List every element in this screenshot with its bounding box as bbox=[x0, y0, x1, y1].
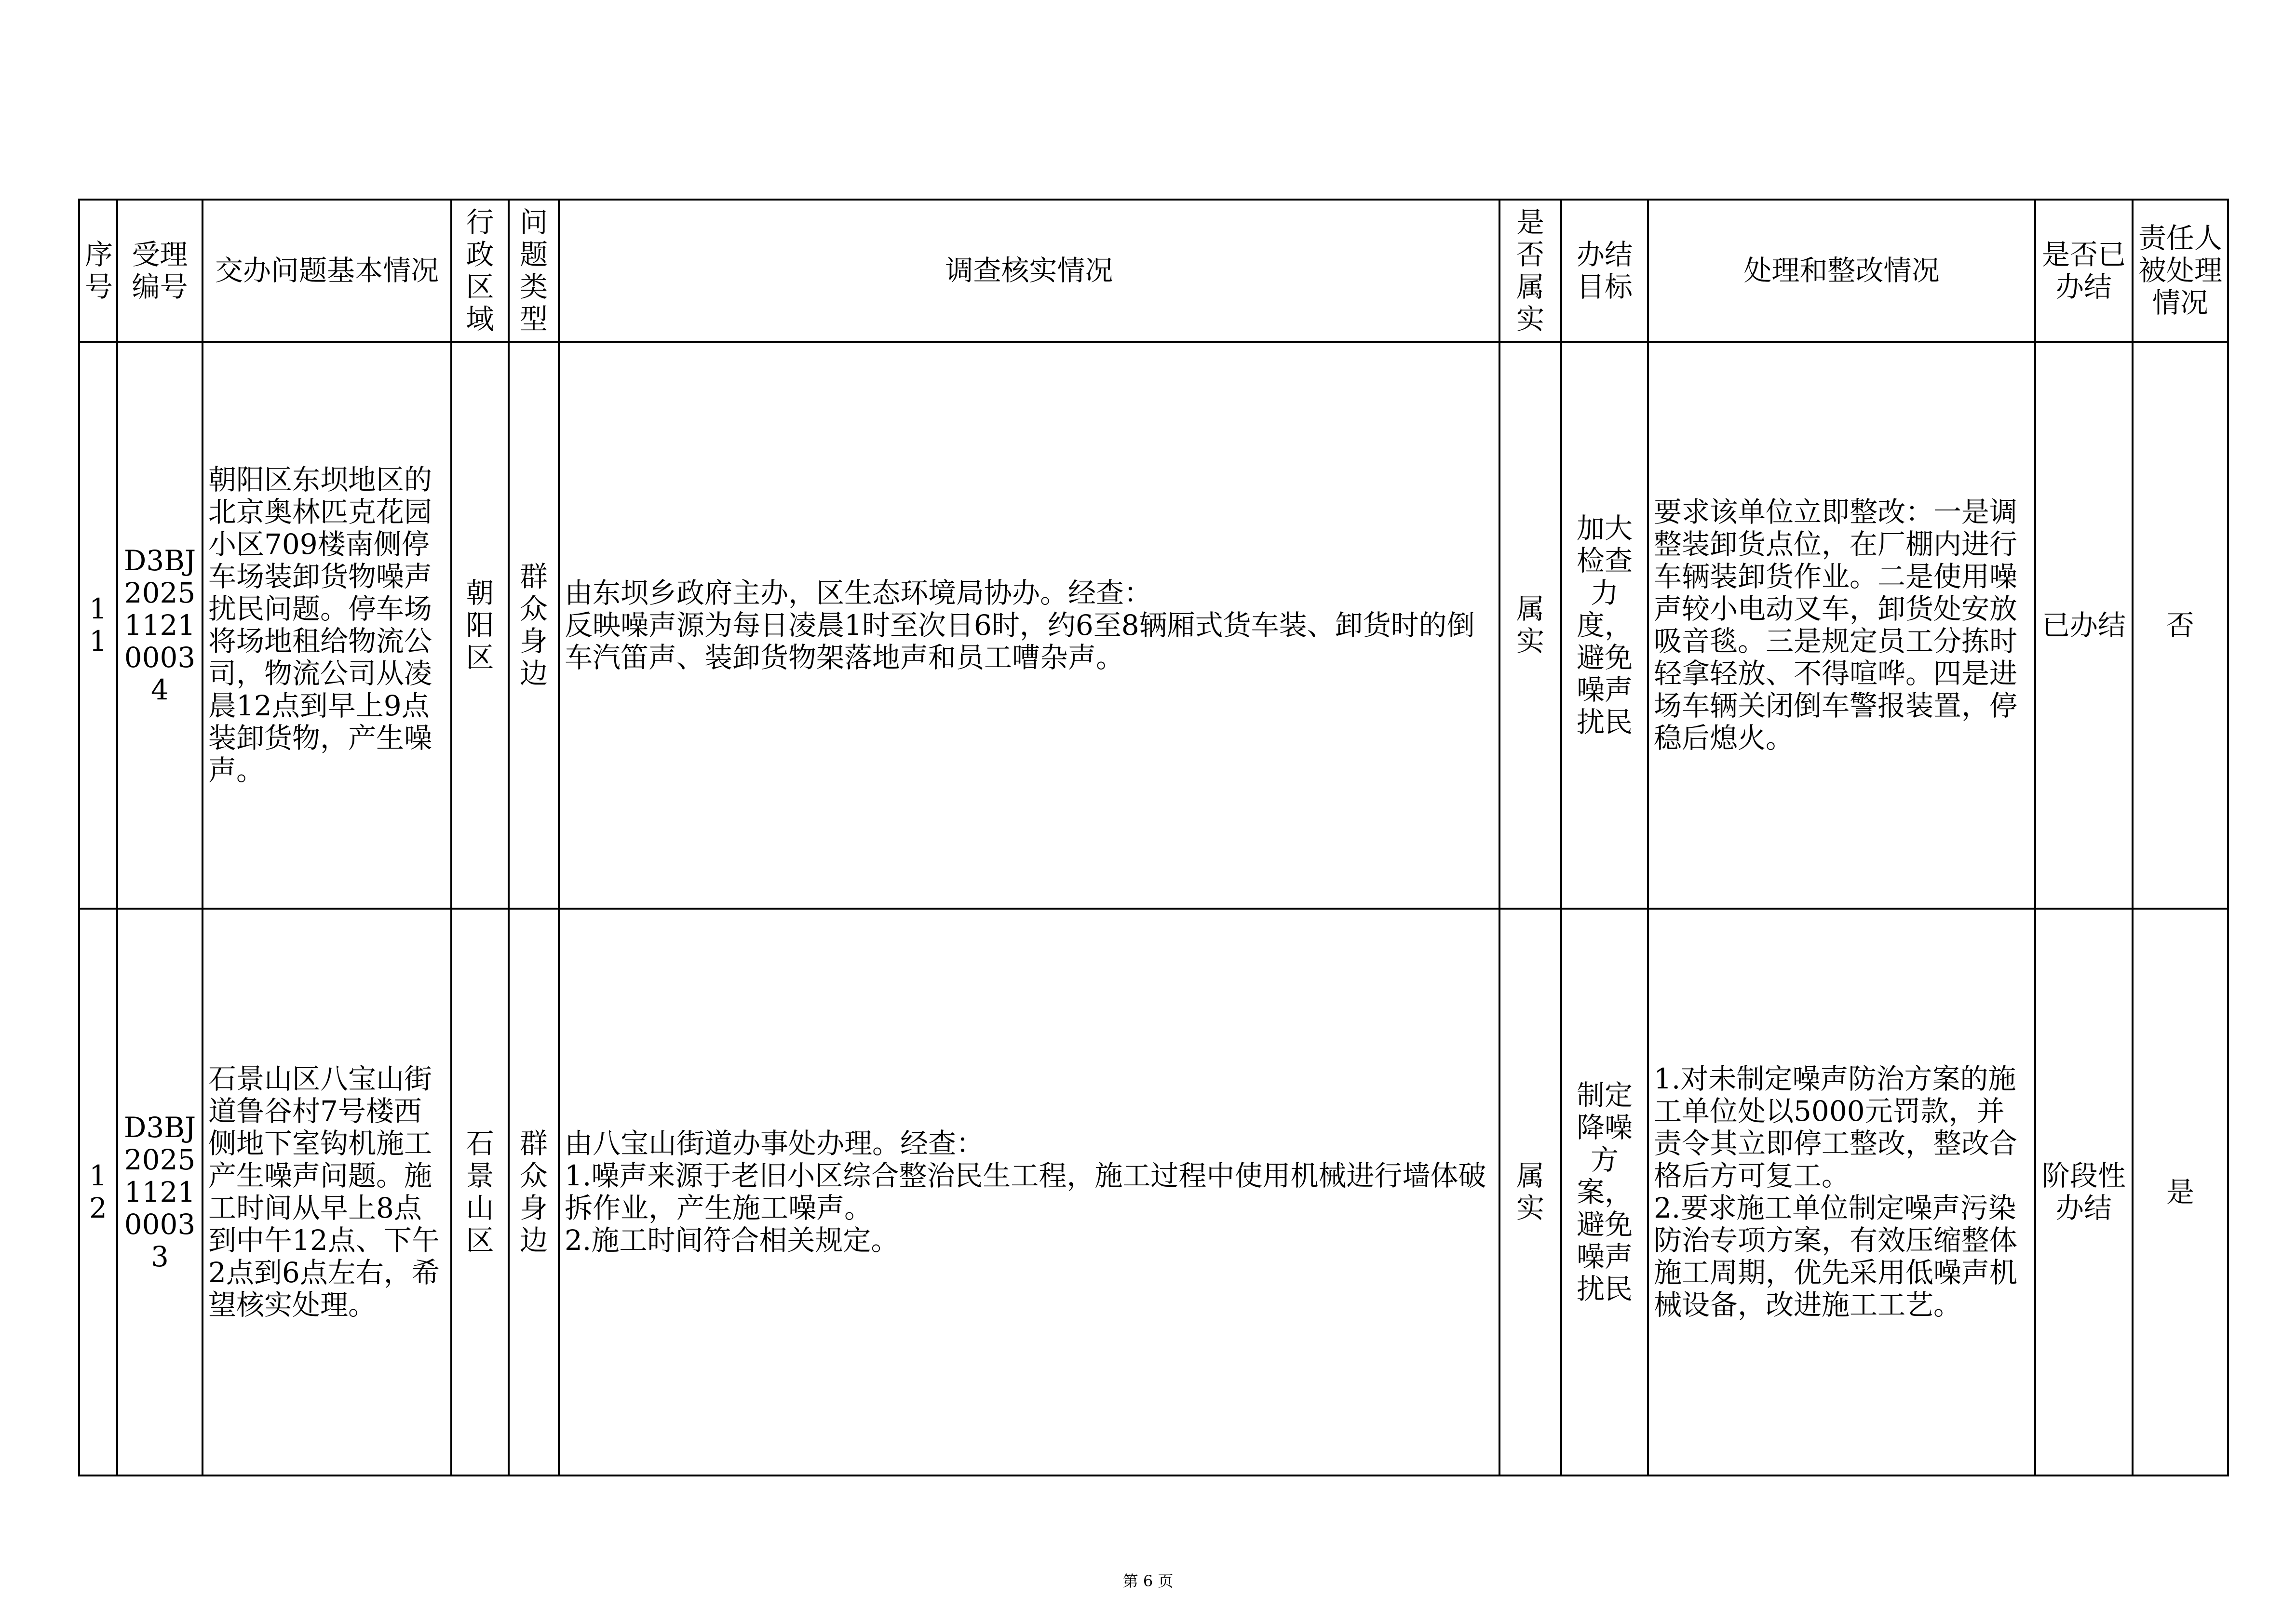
header-punished: 责任人被处理情况 bbox=[2133, 200, 2228, 342]
cell-verified: 属实 bbox=[1499, 909, 1561, 1475]
cell-type: 群众身边 bbox=[509, 909, 559, 1475]
cell-handling: 要求该单位立即整改：一是调整装卸货点位，在厂棚内进行车辆装卸货作业。二是使用噪声较小电动叉车，卸货处安放吸音毯。三是规定员工分拣时轻拿轻放、不得喧哗。四是进场车辆关闭倒车警报装置，停稳后熄火。 bbox=[1648, 342, 2035, 909]
cell-no: 12 bbox=[79, 909, 117, 1475]
cell-type: 群众身边 bbox=[509, 342, 559, 909]
cell-verified: 属实 bbox=[1499, 342, 1561, 909]
cell-handling: 1.对未制定噪声防治方案的施工单位处以5000元罚款，并责令其立即停工整改，整改合格后方可复工。 2.要求施工单位制定噪声污染防治专项方案，有效压缩整体施工周期，优先采用低噪声机械设备，改进施工工艺。 bbox=[1648, 909, 2035, 1475]
header-verified: 是否属实 bbox=[1499, 200, 1561, 342]
header-district: 行政区域 bbox=[451, 200, 509, 342]
cell-investigation: 由八宝山街道办事处办理。经查： 1.噪声来源于老旧小区综合整治民生工程，施工过程中使用机械进行墙体破拆作业，产生施工噪声。 2.施工时间符合相关规定。 bbox=[559, 909, 1499, 1475]
cell-goal: 加大检查力度，避免噪声扰民 bbox=[1561, 342, 1648, 909]
cell-issue: 石景山区八宝山街道鲁谷村7号楼西侧地下室钩机施工产生噪声问题。施工时间从早上8点到中午12点、下午2点到6点左右，希望核实处理。 bbox=[203, 909, 451, 1475]
cell-closed: 阶段性办结 bbox=[2035, 909, 2133, 1475]
case-table bbox=[78, 199, 2229, 1476]
header-handling: 处理和整改情况 bbox=[1648, 200, 2035, 342]
cell-goal: 制定降噪方案，避免噪声扰民 bbox=[1561, 909, 1648, 1475]
header-no: 序号 bbox=[79, 200, 117, 342]
header-type: 问题类型 bbox=[509, 200, 559, 342]
header-investigation: 调查核实情况 bbox=[559, 200, 1499, 342]
cell-district: 朝阳区 bbox=[451, 342, 509, 909]
header-goal: 办结目标 bbox=[1561, 200, 1648, 342]
cell-closed: 已办结 bbox=[2035, 342, 2133, 909]
cell-no: 11 bbox=[79, 342, 117, 909]
page-number: 第 6 页 bbox=[1122, 1572, 1174, 1590]
cell-investigation: 由东坝乡政府主办，区生态环境局协办。经查： 反映噪声源为每日凌晨1时至次日6时，约6至8辆厢式货车装、卸货时的倒车汽笛声、装卸货物架落地声和员工嘈杂声。 bbox=[559, 342, 1499, 909]
table-row bbox=[79, 342, 2228, 909]
cell-code: D3BJ2025112100034 bbox=[117, 342, 203, 909]
cell-punished: 是 bbox=[2133, 909, 2228, 1475]
cell-district: 石景山区 bbox=[451, 909, 509, 1475]
header-issue: 交办问题基本情况 bbox=[203, 200, 451, 342]
table-row bbox=[79, 909, 2228, 1475]
cell-punished: 否 bbox=[2133, 342, 2228, 909]
header-row bbox=[79, 200, 2228, 342]
header-code: 受理编号 bbox=[117, 200, 203, 342]
cell-issue: 朝阳区东坝地区的北京奥林匹克花园小区709楼南侧停车场装卸货物噪声扰民问题。停车场将场地租给物流公司，物流公司从凌晨12点到早上9点装卸货物，产生噪声。 bbox=[203, 342, 451, 909]
header-closed: 是否已办结 bbox=[2035, 200, 2133, 342]
cell-code: D3BJ2025112100033 bbox=[117, 909, 203, 1475]
